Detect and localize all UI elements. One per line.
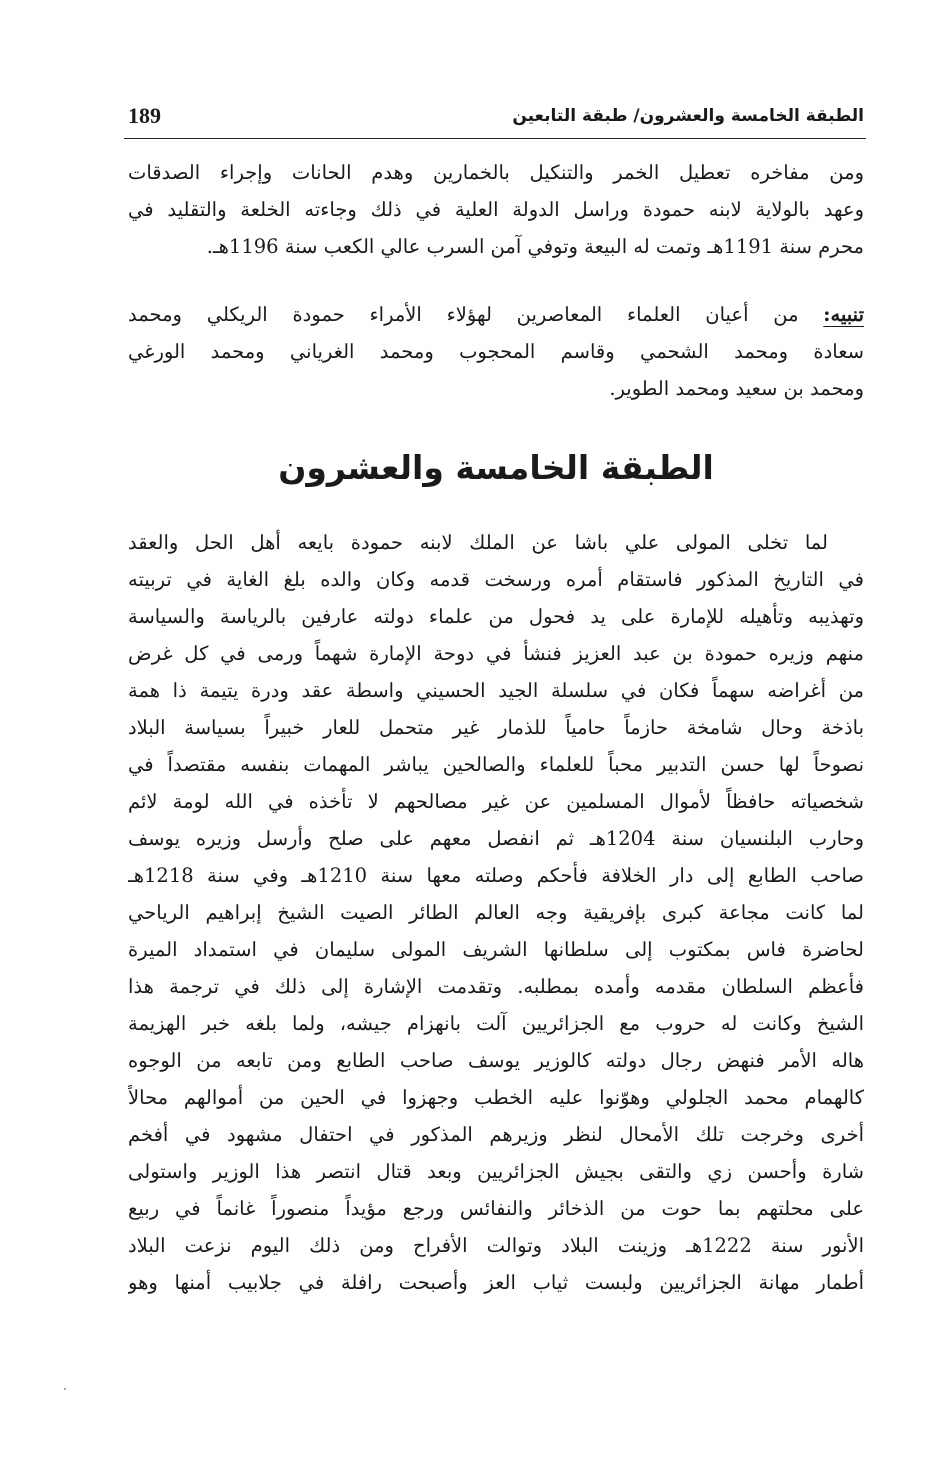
body-paragraph <box>128 524 864 1301</box>
body-line: من أغراضه سهماً فكان في سلسلة الجيد الحسيني واسطة عقد ودرة يتيمة ذا همة <box>128 679 864 702</box>
note-label: تنبيه: <box>823 303 864 326</box>
body-line: باذخة وحال شامخة حازماً حامياً للذمار غير متحمل للعار خبيراً بسياسة البلاد <box>128 716 864 739</box>
paragraph-line: وعهد بالولاية لابنه حمودة وراسل الدولة العلية في ذلك وجاءته الخلعة والتقليد في <box>128 198 864 221</box>
note-paragraph <box>128 296 864 407</box>
running-title: الطبقة الخامسة والعشرون/ طبقة التابعين <box>512 106 864 126</box>
body-line: الأنور سنة 1222هـ وزينت البلاد وتوالت الأفراح ومن ذلك اليوم نزعت البلاد <box>128 1234 864 1257</box>
body-line: وحارب البلنسيان سنة 1204هـ ثم انفصل معهم على صلح وأرسل وزيره يوسف <box>128 827 864 850</box>
body-line: فأعظم السلطان مقدمه وأمده بمطلبه. وتقدمت الإشارة إلى ذلك في ترجمة هذا <box>128 975 864 998</box>
paragraph-1 <box>128 154 864 265</box>
body-line: أطمار مهانة الجزائريين ولبست ثياب العز وأصبحت رافلة في جلابيب أمنها وهو <box>128 1271 864 1294</box>
body-line: على محلتهم بما حوت من الذخائر والنفائس ورجع مؤيداً منصوراً غانماً في ربيع <box>128 1197 864 1220</box>
body-line: في التاريخ المذكور فاستقام أمره ورسخت قدمه وكان والده بلغ الغاية في تربيته <box>128 568 864 591</box>
note-line <box>128 296 864 333</box>
body-line: شارة وأحسن زي والتقى بجيش الجزائريين وبعد قتال انتصر هذا الوزير واستولى <box>128 1160 864 1183</box>
header-divider <box>124 138 866 139</box>
note-line: سعادة ومحمد الشحمي وقاسم المحجوب ومحمد الغرياني ومحمد الورغي <box>128 340 864 363</box>
paragraph-line: ومن مفاخره تعطيل الخمر والتنكيل بالخمارين وهدم الحانات وإجراء الصدقات <box>128 161 864 184</box>
body-line: شخصياته حافظاً لأموال المسلمين عن غير مصالحهم لا تأخذه في الله لومة لائم <box>128 790 864 813</box>
body-line: صاحب الطابع إلى دار الخلافة فأحكم وصلته معها سنة 1210هـ وفي سنة 1218هـ <box>128 864 864 887</box>
body-line: وتهذيبه وتأهيله للإمارة على يد فحول من علماء دولته عارفين بالرياسة والسياسة <box>128 605 864 628</box>
section-title: الطبقة الخامسة والعشرون <box>278 448 714 487</box>
body-line: كالهمام محمد الجلولي وهوّنوا عليه الخطب وجهزوا في الحين من أموالهم محالاً <box>128 1086 864 1109</box>
body-line: لما تخلى المولى علي باشا عن الملك لابنه حمودة بايعه أهل الحل والعقد <box>128 531 828 554</box>
body-line: أخرى وخرجت تلك الأمحال لنظر وزيرهم المذكور في احتفال مشهود في أفخم <box>128 1123 864 1146</box>
body-line: منهم وزيره حمودة بن عبد العزيز فنشأ في دوحة الإمارة شهماً ورمى في كل غرض <box>128 642 864 665</box>
body-line: نصوحاً لها حسن التدبير محباً للعلماء والصالحين يباشر المهمات بنفسه مقتصداً في <box>128 753 864 776</box>
body-line: لما كانت مجاعة كبرى بإفريقية وجه العالم الطائر الصيت الشيخ إبراهيم الرياحي <box>128 901 864 924</box>
page-header <box>128 98 864 134</box>
paragraph-line: محرم سنة 1191هـ وتمت له البيعة وتوفي آمن السرب عالي الكعب سنة 1196هـ. <box>206 235 864 258</box>
body-line: لحاضرة فاس بمكتوب إلى سلطانها الشريف المولى سليمان في استمداد الميرة <box>128 938 864 961</box>
note-line: ومحمد بن سعيد ومحمد الطوير. <box>609 377 864 400</box>
body-line: هاله الأمر فنهض رجال دولته كالوزير يوسف صاحب الطابع ومن تابعه من الوجوه <box>128 1049 864 1072</box>
note-text: من أعيان العلماء المعاصرين لهؤلاء الأمراء حمودة الريكلي ومحمد <box>128 303 824 326</box>
scan-speck <box>64 1388 66 1390</box>
body-line: الشيخ وكانت له حروب مع الجزائريين آلت بانهزام جيشه، ولما بلغه خبر الهزيمة <box>128 1012 864 1035</box>
page-number: 189 <box>128 103 161 128</box>
